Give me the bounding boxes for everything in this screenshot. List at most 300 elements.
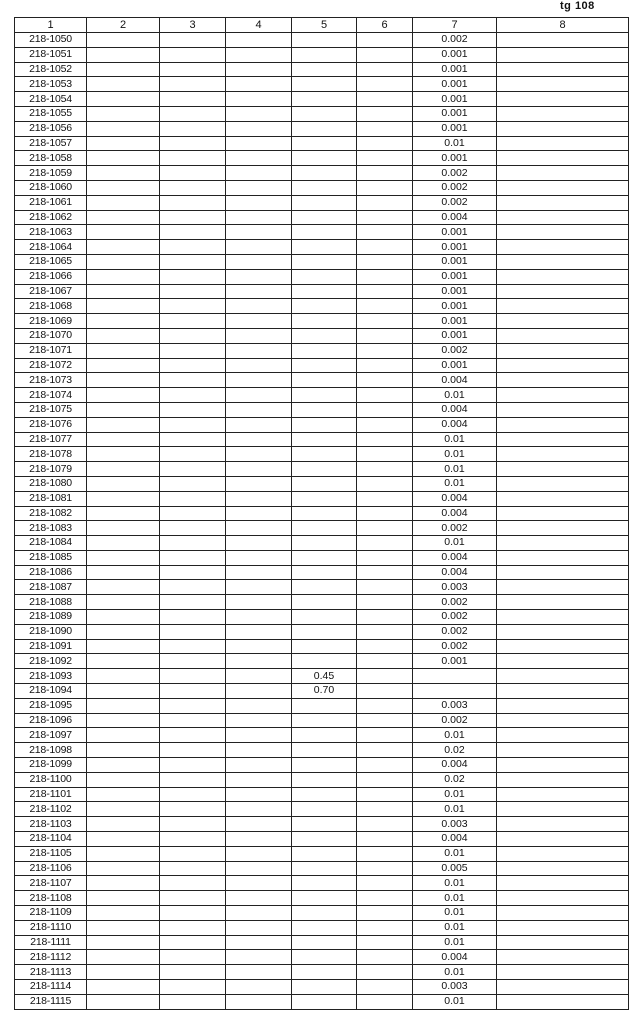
column-8-cell — [497, 624, 629, 639]
table-row — [15, 669, 629, 684]
table-row — [15, 476, 629, 491]
column-4-cell — [226, 802, 292, 817]
column-3-cell — [160, 47, 226, 62]
column-2-cell — [87, 669, 160, 684]
sample-id-cell: 218-1104 — [15, 832, 87, 847]
column-6-cell — [357, 772, 413, 787]
column-5-value-cell — [292, 447, 357, 462]
column-4-cell — [226, 743, 292, 758]
column-6-cell — [357, 447, 413, 462]
column-4-cell — [226, 891, 292, 906]
table-row — [15, 136, 629, 151]
column-4-cell — [226, 654, 292, 669]
column-2-cell — [87, 47, 160, 62]
column-4-cell — [226, 240, 292, 255]
column-8-cell — [497, 580, 629, 595]
table-row — [15, 920, 629, 935]
column-4-cell — [226, 491, 292, 506]
column-6-cell — [357, 92, 413, 107]
column-6-cell — [357, 417, 413, 432]
column-2-cell — [87, 950, 160, 965]
column-5-value-cell — [292, 77, 357, 92]
sample-id-cell: 218-1092 — [15, 654, 87, 669]
sample-id-cell: 218-1054 — [15, 92, 87, 107]
column-8-cell — [497, 891, 629, 906]
column-2-cell — [87, 284, 160, 299]
column-4-cell — [226, 580, 292, 595]
sample-id-cell: 218-1057 — [15, 136, 87, 151]
column-4-cell — [226, 669, 292, 684]
column-2-cell — [87, 639, 160, 654]
column-6-cell — [357, 595, 413, 610]
column-3-cell — [160, 580, 226, 595]
sample-id-cell: 218-1115 — [15, 994, 87, 1009]
column-header-5: 5 — [292, 18, 357, 33]
column-2-cell — [87, 743, 160, 758]
column-6-cell — [357, 994, 413, 1009]
column-2-cell — [87, 388, 160, 403]
column-5-value-cell — [292, 965, 357, 980]
table-row — [15, 284, 629, 299]
column-6-cell — [357, 462, 413, 477]
column-8-cell — [497, 166, 629, 181]
column-8-cell — [497, 314, 629, 329]
column-7-value-cell: 0.002 — [413, 521, 497, 536]
column-3-cell — [160, 151, 226, 166]
column-7-value-cell: 0.001 — [413, 225, 497, 240]
column-6-cell — [357, 402, 413, 417]
column-8-cell — [497, 698, 629, 713]
column-7-value-cell — [413, 669, 497, 684]
table-row — [15, 891, 629, 906]
column-5-value-cell — [292, 225, 357, 240]
column-4-cell — [226, 728, 292, 743]
column-2-cell — [87, 506, 160, 521]
column-5-value-cell — [292, 861, 357, 876]
column-7-value-cell: 0.001 — [413, 328, 497, 343]
column-8-cell — [497, 388, 629, 403]
column-6-cell — [357, 491, 413, 506]
column-8-cell — [497, 447, 629, 462]
column-4-cell — [226, 713, 292, 728]
column-4-cell — [226, 462, 292, 477]
column-3-cell — [160, 33, 226, 48]
sample-id-cell: 218-1066 — [15, 269, 87, 284]
sample-id-cell: 218-1073 — [15, 373, 87, 388]
column-7-value-cell: 0.002 — [413, 33, 497, 48]
column-header-3: 3 — [160, 18, 226, 33]
column-6-cell — [357, 240, 413, 255]
column-6-cell — [357, 180, 413, 195]
column-6-cell — [357, 521, 413, 536]
column-3-cell — [160, 980, 226, 995]
column-2-cell — [87, 758, 160, 773]
column-4-cell — [226, 106, 292, 121]
column-4-cell — [226, 195, 292, 210]
column-6-cell — [357, 758, 413, 773]
column-5-value-cell — [292, 506, 357, 521]
column-4-cell — [226, 136, 292, 151]
column-2-cell — [87, 965, 160, 980]
sample-id-cell: 218-1062 — [15, 210, 87, 225]
sample-id-cell: 218-1111 — [15, 935, 87, 950]
table-row — [15, 861, 629, 876]
column-4-cell — [226, 151, 292, 166]
column-4-cell — [226, 476, 292, 491]
column-8-cell — [497, 180, 629, 195]
column-3-cell — [160, 610, 226, 625]
column-6-cell — [357, 476, 413, 491]
column-5-value-cell — [292, 550, 357, 565]
column-8-cell — [497, 743, 629, 758]
sample-id-cell: 218-1093 — [15, 669, 87, 684]
column-5-value-cell — [292, 358, 357, 373]
column-2-cell — [87, 402, 160, 417]
column-8-cell — [497, 328, 629, 343]
column-6-cell — [357, 373, 413, 388]
column-5-value-cell — [292, 935, 357, 950]
column-3-cell — [160, 447, 226, 462]
column-4-cell — [226, 610, 292, 625]
column-6-cell — [357, 669, 413, 684]
column-5-value-cell — [292, 817, 357, 832]
column-4-cell — [226, 876, 292, 891]
column-4-cell — [226, 77, 292, 92]
column-3-cell — [160, 358, 226, 373]
column-2-cell — [87, 77, 160, 92]
column-3-cell — [160, 758, 226, 773]
sample-id-cell: 218-1106 — [15, 861, 87, 876]
column-5-value-cell — [292, 417, 357, 432]
column-5-value-cell: 0.70 — [292, 684, 357, 699]
column-8-cell — [497, 47, 629, 62]
column-7-value-cell: 0.005 — [413, 861, 497, 876]
sample-id-cell: 218-1114 — [15, 980, 87, 995]
table-row — [15, 802, 629, 817]
column-2-cell — [87, 314, 160, 329]
table-row — [15, 817, 629, 832]
column-6-cell — [357, 565, 413, 580]
column-5-value-cell — [292, 47, 357, 62]
column-3-cell — [160, 787, 226, 802]
column-7-value-cell: 0.004 — [413, 417, 497, 432]
column-header-8: 8 — [497, 18, 629, 33]
column-6-cell — [357, 166, 413, 181]
sample-id-cell: 218-1064 — [15, 240, 87, 255]
column-8-cell — [497, 432, 629, 447]
column-3-cell — [160, 654, 226, 669]
column-7-value-cell: 0.004 — [413, 758, 497, 773]
column-8-cell — [497, 402, 629, 417]
column-5-value-cell — [292, 166, 357, 181]
column-7-value-cell: 0.004 — [413, 402, 497, 417]
column-2-cell — [87, 180, 160, 195]
sample-id-cell: 218-1055 — [15, 106, 87, 121]
column-3-cell — [160, 254, 226, 269]
column-5-value-cell — [292, 580, 357, 595]
column-7-value-cell: 0.004 — [413, 506, 497, 521]
column-7-value-cell: 0.001 — [413, 299, 497, 314]
column-7-value-cell: 0.004 — [413, 832, 497, 847]
column-6-cell — [357, 284, 413, 299]
column-4-cell — [226, 33, 292, 48]
table-row — [15, 33, 629, 48]
column-8-cell — [497, 284, 629, 299]
column-8-cell — [497, 136, 629, 151]
column-3-cell — [160, 743, 226, 758]
sample-id-cell: 218-1095 — [15, 698, 87, 713]
column-7-value-cell: 0.001 — [413, 314, 497, 329]
column-6-cell — [357, 624, 413, 639]
column-8-cell — [497, 935, 629, 950]
column-7-value-cell: 0.01 — [413, 728, 497, 743]
column-5-value-cell — [292, 284, 357, 299]
column-6-cell — [357, 314, 413, 329]
column-5-value-cell — [292, 151, 357, 166]
column-3-cell — [160, 536, 226, 551]
column-5-value-cell — [292, 328, 357, 343]
table-row — [15, 402, 629, 417]
sample-id-cell: 218-1053 — [15, 77, 87, 92]
column-header-2: 2 — [87, 18, 160, 33]
column-header-7: 7 — [413, 18, 497, 33]
column-2-cell — [87, 550, 160, 565]
column-6-cell — [357, 47, 413, 62]
column-3-cell — [160, 225, 226, 240]
column-4-cell — [226, 920, 292, 935]
column-7-value-cell: 0.001 — [413, 269, 497, 284]
sample-id-cell: 218-1105 — [15, 846, 87, 861]
sample-id-cell: 218-1074 — [15, 388, 87, 403]
column-7-value-cell: 0.001 — [413, 47, 497, 62]
column-6-cell — [357, 906, 413, 921]
column-2-cell — [87, 432, 160, 447]
table-row — [15, 269, 629, 284]
column-2-cell — [87, 166, 160, 181]
column-3-cell — [160, 136, 226, 151]
column-5-value-cell — [292, 891, 357, 906]
sample-id-cell: 218-1103 — [15, 817, 87, 832]
column-8-cell — [497, 980, 629, 995]
column-8-cell — [497, 299, 629, 314]
column-8-cell — [497, 151, 629, 166]
table-row — [15, 713, 629, 728]
sample-id-cell: 218-1082 — [15, 506, 87, 521]
column-7-value-cell: 0.004 — [413, 373, 497, 388]
column-7-value-cell: 0.01 — [413, 136, 497, 151]
column-7-value-cell: 0.001 — [413, 62, 497, 77]
column-3-cell — [160, 965, 226, 980]
column-6-cell — [357, 787, 413, 802]
column-7-value-cell: 0.01 — [413, 994, 497, 1009]
table-row — [15, 684, 629, 699]
column-3-cell — [160, 491, 226, 506]
sample-id-cell: 218-1052 — [15, 62, 87, 77]
column-8-cell — [497, 787, 629, 802]
column-3-cell — [160, 417, 226, 432]
column-5-value-cell — [292, 314, 357, 329]
column-4-cell — [226, 832, 292, 847]
column-3-cell — [160, 565, 226, 580]
column-3-cell — [160, 846, 226, 861]
table-row — [15, 994, 629, 1009]
column-2-cell — [87, 358, 160, 373]
column-8-cell — [497, 772, 629, 787]
column-5-value-cell — [292, 980, 357, 995]
column-8-cell — [497, 33, 629, 48]
column-7-value-cell: 0.01 — [413, 906, 497, 921]
column-5-value-cell — [292, 476, 357, 491]
table-row — [15, 980, 629, 995]
column-3-cell — [160, 373, 226, 388]
column-6-cell — [357, 210, 413, 225]
column-4-cell — [226, 92, 292, 107]
table-row — [15, 935, 629, 950]
column-3-cell — [160, 77, 226, 92]
column-4-cell — [226, 402, 292, 417]
sample-id-cell: 218-1107 — [15, 876, 87, 891]
sample-id-cell: 218-1071 — [15, 343, 87, 358]
column-6-cell — [357, 33, 413, 48]
table-row — [15, 92, 629, 107]
sample-id-cell: 218-1097 — [15, 728, 87, 743]
column-4-cell — [226, 343, 292, 358]
sample-id-cell: 218-1078 — [15, 447, 87, 462]
sample-id-cell: 218-1065 — [15, 254, 87, 269]
column-6-cell — [357, 106, 413, 121]
column-7-value-cell: 0.002 — [413, 180, 497, 195]
column-5-value-cell — [292, 846, 357, 861]
header-row — [15, 18, 629, 33]
table-row — [15, 373, 629, 388]
column-3-cell — [160, 166, 226, 181]
column-4-cell — [226, 506, 292, 521]
column-3-cell — [160, 476, 226, 491]
column-3-cell — [160, 684, 226, 699]
table-row — [15, 565, 629, 580]
column-8-cell — [497, 861, 629, 876]
column-5-value-cell — [292, 772, 357, 787]
column-2-cell — [87, 536, 160, 551]
column-8-cell — [497, 195, 629, 210]
column-5-value-cell — [292, 121, 357, 136]
column-7-value-cell: 0.003 — [413, 817, 497, 832]
table-row — [15, 180, 629, 195]
column-6-cell — [357, 432, 413, 447]
table-row — [15, 787, 629, 802]
table-row — [15, 639, 629, 654]
column-4-cell — [226, 565, 292, 580]
column-3-cell — [160, 521, 226, 536]
sample-id-cell: 218-1110 — [15, 920, 87, 935]
column-3-cell — [160, 906, 226, 921]
column-3-cell — [160, 728, 226, 743]
column-3-cell — [160, 92, 226, 107]
column-6-cell — [357, 62, 413, 77]
table-row — [15, 728, 629, 743]
column-8-cell — [497, 802, 629, 817]
table-row — [15, 432, 629, 447]
column-7-value-cell: 0.01 — [413, 920, 497, 935]
column-3-cell — [160, 698, 226, 713]
column-7-value-cell: 0.004 — [413, 950, 497, 965]
column-8-cell — [497, 121, 629, 136]
column-6-cell — [357, 299, 413, 314]
table-row — [15, 47, 629, 62]
column-5-value-cell — [292, 432, 357, 447]
column-8-cell — [497, 269, 629, 284]
table-row — [15, 77, 629, 92]
sample-id-cell: 218-1090 — [15, 624, 87, 639]
column-2-cell — [87, 876, 160, 891]
column-8-cell — [497, 610, 629, 625]
sample-id-cell: 218-1094 — [15, 684, 87, 699]
column-4-cell — [226, 758, 292, 773]
column-5-value-cell — [292, 299, 357, 314]
column-8-cell — [497, 920, 629, 935]
column-3-cell — [160, 195, 226, 210]
column-8-cell — [497, 77, 629, 92]
column-2-cell — [87, 121, 160, 136]
column-7-value-cell: 0.001 — [413, 654, 497, 669]
column-8-cell — [497, 950, 629, 965]
column-2-cell — [87, 417, 160, 432]
table-row — [15, 195, 629, 210]
column-3-cell — [160, 861, 226, 876]
sample-id-cell: 218-1051 — [15, 47, 87, 62]
table-row — [15, 832, 629, 847]
column-6-cell — [357, 832, 413, 847]
table-row — [15, 328, 629, 343]
column-7-value-cell: 0.01 — [413, 846, 497, 861]
column-3-cell — [160, 713, 226, 728]
column-2-cell — [87, 846, 160, 861]
table-row — [15, 536, 629, 551]
column-7-value-cell: 0.001 — [413, 106, 497, 121]
column-7-value-cell: 0.004 — [413, 210, 497, 225]
column-7-value-cell: 0.01 — [413, 787, 497, 802]
column-5-value-cell — [292, 713, 357, 728]
column-7-value-cell: 0.004 — [413, 550, 497, 565]
column-2-cell — [87, 210, 160, 225]
column-5-value-cell — [292, 491, 357, 506]
column-3-cell — [160, 832, 226, 847]
column-6-cell — [357, 639, 413, 654]
column-6-cell — [357, 388, 413, 403]
column-6-cell — [357, 550, 413, 565]
column-3-cell — [160, 121, 226, 136]
column-4-cell — [226, 328, 292, 343]
column-5-value-cell — [292, 565, 357, 580]
column-6-cell — [357, 77, 413, 92]
column-7-value-cell: 0.003 — [413, 580, 497, 595]
column-7-value-cell: 0.001 — [413, 151, 497, 166]
column-5-value-cell — [292, 787, 357, 802]
column-2-cell — [87, 328, 160, 343]
column-7-value-cell: 0.02 — [413, 772, 497, 787]
column-3-cell — [160, 876, 226, 891]
table-row — [15, 121, 629, 136]
sample-id-cell: 218-1050 — [15, 33, 87, 48]
column-3-cell — [160, 269, 226, 284]
sample-id-cell: 218-1088 — [15, 595, 87, 610]
column-8-cell — [497, 462, 629, 477]
column-8-cell — [497, 994, 629, 1009]
column-4-cell — [226, 980, 292, 995]
column-5-value-cell — [292, 728, 357, 743]
column-4-cell — [226, 994, 292, 1009]
column-6-cell — [357, 891, 413, 906]
